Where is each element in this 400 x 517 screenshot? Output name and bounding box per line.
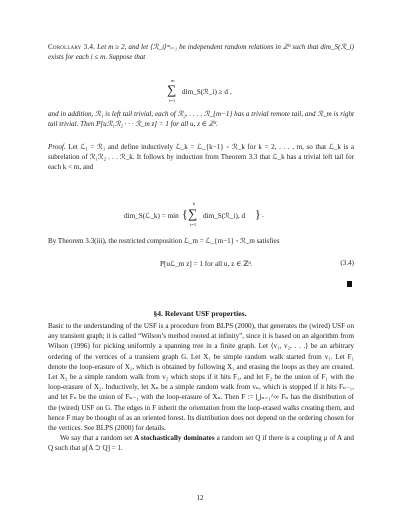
stochastic-dominance-term: A stochastically dominates <box>134 434 215 443</box>
section-paragraph-1: Basic to the understanding of the USF is a procedure from BLPS (2000), that generates the (wired) USF on any transient graph; it is called “Wilson’s method rooted at infinity”, since it is based on an algorithm from Wilson (1996) for picking uniformly a spanning tree in a finite graph. Let ⟨v₁, v₂, . . .⟩ be an arbitrary ordering of the vertices of a transient graph G. Let X₁ be simple random walk started from v₁. Let F₁ denote the loop-erasure of X₁, which is obtained by following X₁ and erasing the loops as they are created. Let X₂ be a simple random walk from v₂ which stops if it hits F₁, and let F₂ be the union of F₁ with the loop-erasure of X₂. Inductively, let Xₙ be a simple random walk from vₙ, which is stopped if it hits Fₙ₋₁, and let Fₙ be the union of Fₙ₋₁ with the loop-erasure of Xₙ. Then F := ⋃ₙ₌₁^∞ Fₙ has the distribution of the (wired) USF on G. The edges in F inherit the orientation from the loop-erased walks creating them, and hence F may be thought of as an oriented forest. Its distribution does not depend on the ordering chosen for the vertices. See BLPS (2000) for details. <box>48 322 354 433</box>
proof-text: Proof. Let ℒ₁ = ℛ₁ and define inductively ℒ_k = ℒ_{k−1} ◦ ℛ_k for k = 2, . . . , m, so that ℒ_k is a subrelation of ℛ₁ℛ₂ . . . ℛ_k. It follows by induction from Theorem 3.3 that ℒ_k has a trivial left tail for each k < m, and <box>48 143 355 172</box>
page-number: 12 <box>196 494 204 502</box>
section-body <box>48 321 354 454</box>
corollary-text: Corollary 3.4. Let m ≥ 2, and let ⟨ℛ_i⟩ᵐᵢ₌₁ be independent random relations in ℤᵈ such that dim_S(ℛ_i) exists for each i ≤ m. Suppose that <box>48 43 354 62</box>
corollary-continuation: and in addition, ℛ₁ is left tail trivial, each of ℛ₂, . . . , ℛ_{m−1} has a trivial remote tail, and ℛ_m is right tail trivial. Then P[uℛ₁ℛ₂ · · · ℛ_m z] = 1 for all u, z ∈ ℤᵈ. <box>48 110 354 129</box>
proof-label: Proof. <box>48 143 66 151</box>
corollary-label: Corollary 3.4. <box>48 43 96 51</box>
sum-symbol: ∑ <box>167 82 177 97</box>
paper-page: Corollary 3.4. Let m ≥ 2, and let ⟨ℛ_i⟩ᵐᵢ₌₁ be independent random relations in ℤᵈ such that dim_S(ℛ_i) exists for each i ≤ m. Suppose that m ∑ i=1 dim_S(ℛ_i) ≥ d , and in addition, ℛ₁ is left tail trivial, each of ℛ₂, . . . , ℛ_{m−1} has a trivial remote tail, and ℛ_m is right tail trivial. Then P[uℛ₁ℛ₂ · · · ℛ_m z] = 1 for all u, z ∈ ℤᵈ. Proof. Let ℒ₁ = ℛ₁ and define inductively ℒ_k = ℒ_{k−1} ◦ ℛ_k for k = 2, . . . , m, so that ℒ_k is a subrelation of ℛ₁ℛ₂ . . . ℛ_k. It follows by induction from Theorem 3.3 that ℒ_k has a trivial left tail for each k < m, and dim_S(ℒ_k) = min { k ∑ i=1 dim_S(ℛ_i), d } . By Theorem 3.3(iii), the restricted composition ℒ_m = ℒ_{m−1} ◦ ℛ_m satisfies P[uℒ_m z] = 1 for all u, z ∈ ℤᵈ. (3.4) §4. Relevant USF properties. Basic to the understanding of the USF is a procedure from BLPS (2000), that generates the (wired) USF on any transient graph; it is called “Wilson’s method rooted at infinity”, since it is based on an algorithm from Wilson (1996) for picking uniformly a spanning tree in a finite graph. Let ⟨v₁, v₂, . . .⟩ be an arbitrary ordering of the vertices of a transient graph G. Let X₁ be simple random walk started from v₁. Let F₁ denote the loop-erasure of X₁, which is obtained by following X₁ and erasing the loops as they are created. Let X₂ be a simple random walk from v₂ which stops if it hits F₁, and let F₂ be the union of F₁ with the loop-erasure of X₂. Inductively, let Xₙ be a simple random walk from vₙ, which is stopped if it hits Fₙ₋₁, and let Fₙ be the union of Fₙ₋₁ with the loop-erasure of Xₙ. Then F := ⋃ₙ₌₁^∞ Fₙ has the distribution of the (wired) USF on G. The edges in F inherit the orientation from the loop-erased walks creating them, and hence F may be thought of as an oriented forest. Its distribution does not depend on the ordering chosen for the vertices. See BLPS (2000) for details. We say that a random set A stochastically dominates a random set Q if there is a coupling μ of A and Q such that μ[A ⊃ Q] = 1. 12 <box>0 0 400 517</box>
section-paragraph-2: We say that a random set A stochastically dominates a random set Q if there is a coupling μ of A and Q such that μ[A ⊃ Q] = 1. <box>48 434 354 453</box>
proof-block <box>48 142 354 173</box>
equation-3-4: P[uℒ_m z] = 1 for all u, z ∈ ℤᵈ. <box>160 260 253 268</box>
proof-continuation: By Theorem 3.3(iii), the restricted composition ℒ_m = ℒ_{m−1} ◦ ℛ_m satisfies <box>48 237 280 245</box>
qed-box <box>347 281 352 287</box>
section-heading: §4. Relevant USF properties. <box>153 309 247 318</box>
sum-symbol-2: ∑ <box>188 206 198 221</box>
corollary-block <box>48 42 354 62</box>
equation-number: (3.4) <box>340 259 354 267</box>
